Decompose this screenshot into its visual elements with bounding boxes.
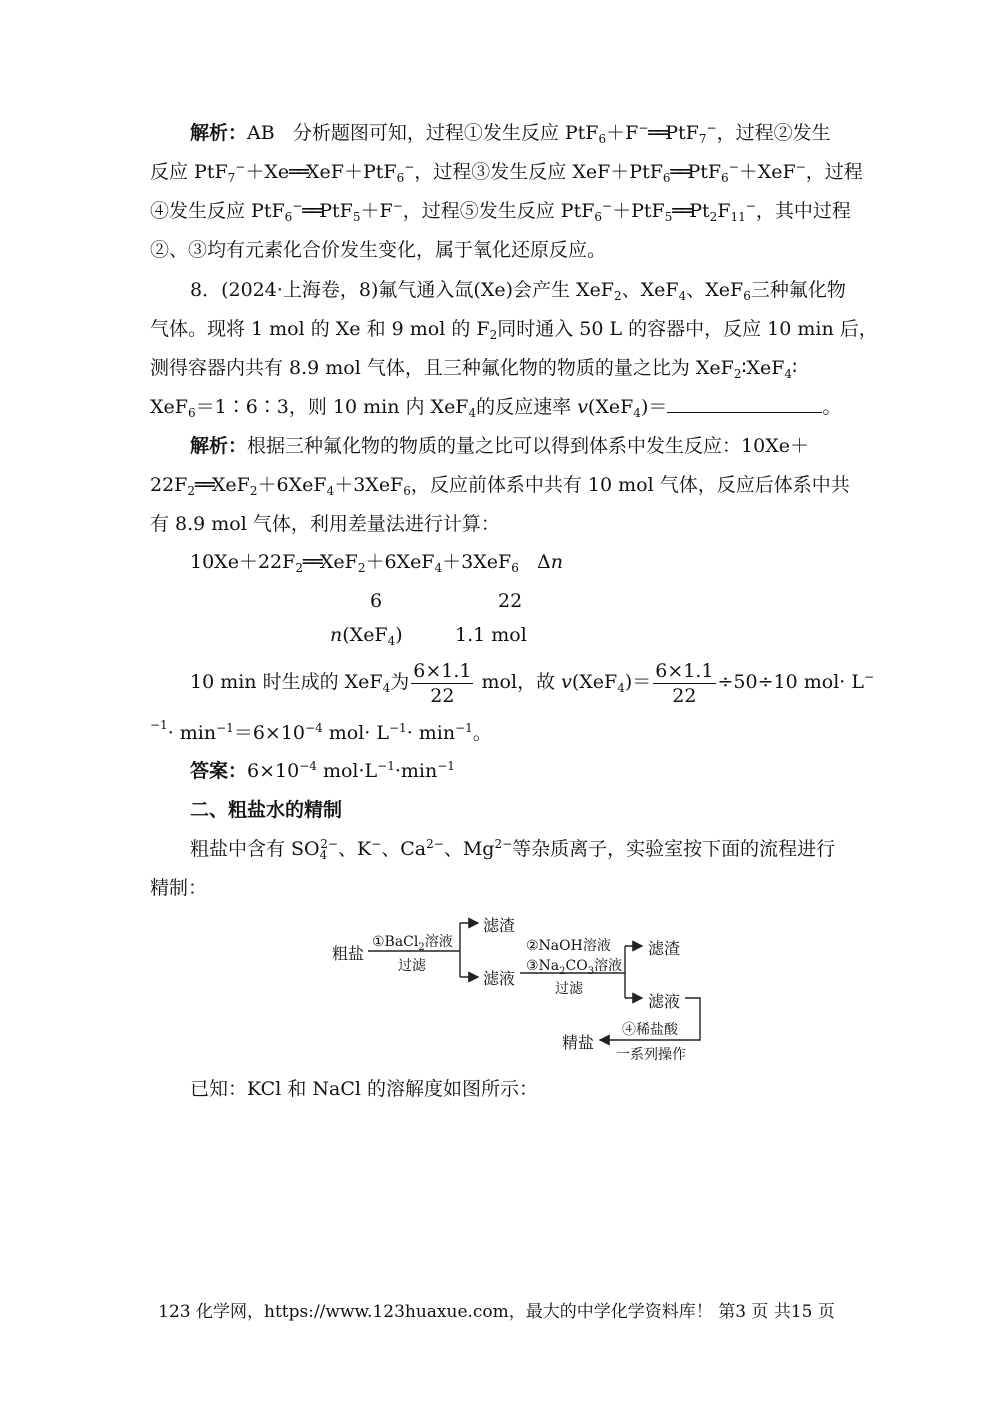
page-footer: 123 化学网，https://www.123huaxue.com，最大的中学化学资料库！ 第3 页 共15 页 — [158, 1302, 835, 1322]
text: ，过程③发生反应 XeF＋PtF — [414, 161, 663, 183]
filter-2-label: 过滤 — [555, 981, 583, 997]
text: ，反应前体系中共有 10 mol 气体，反应后体系中共 — [410, 474, 850, 496]
text: mol，故 — [481, 671, 562, 693]
analysis-8-line-3 — [150, 511, 500, 537]
filtrate-2: 滤液 — [648, 992, 681, 1011]
numerator: 6×1.1 — [413, 659, 472, 682]
superscript: − — [728, 160, 739, 174]
text: 分析题图可知，过程①发生反应 PtF — [292, 122, 599, 144]
text: 溶液 — [594, 958, 623, 974]
text: mol·L — [316, 760, 378, 782]
subscript: 6 — [187, 406, 196, 420]
text: 、XeF — [621, 279, 679, 301]
text: ＋Xe — [245, 161, 290, 183]
text: ④发生反应 PtF — [150, 200, 285, 222]
text: XeF — [319, 551, 358, 573]
text: 。 — [822, 396, 842, 418]
text: ＝6×10 — [233, 722, 306, 744]
text: 为 — [390, 671, 410, 693]
text: · min — [167, 722, 217, 744]
superscript: −4 — [305, 721, 323, 735]
known-line: 已知：KCl 和 NaCl 的溶解度如图所示： — [190, 1078, 538, 1100]
crude-salt: 粗盐 — [332, 944, 365, 963]
superscript: −1 — [389, 721, 407, 735]
text: ÷50÷10 mol· L — [717, 671, 864, 693]
text: 的反应速率 — [476, 396, 578, 418]
answer-choice: AB — [247, 122, 275, 144]
text: 10 min 时生成的 XeF — [190, 671, 383, 693]
operations-label: 一系列操作 — [616, 1047, 686, 1063]
superscript: −1 — [455, 721, 473, 735]
text: ，其中过程 — [755, 200, 851, 222]
text: ＋3XeF — [334, 474, 404, 496]
text: ，过程②发生 — [716, 122, 831, 144]
step-2-label: ②NaOH溶液 — [526, 938, 611, 954]
equals-sign: ══ — [195, 474, 212, 496]
superscript: −1 — [216, 721, 234, 735]
text: 。 — [472, 722, 492, 744]
subscript: 6 — [594, 210, 603, 224]
subscript: 4 — [633, 406, 641, 420]
equals-sign: ══ — [289, 161, 307, 183]
fraction — [411, 659, 473, 708]
subscript: 2 — [187, 484, 196, 498]
subscript: 4 — [387, 634, 396, 648]
subscript: 4 — [784, 367, 793, 381]
text: 22F — [150, 474, 188, 496]
filter-1-label: 过滤 — [398, 958, 426, 974]
subscript: 2 — [418, 942, 425, 953]
analysis-8-line-1 — [190, 433, 809, 459]
superscript: − — [638, 121, 649, 135]
text: PtF — [665, 122, 699, 144]
calc-line-2 — [150, 720, 492, 746]
text: ＋F — [360, 200, 393, 222]
intro-line-2: 精制： — [150, 877, 208, 899]
text: 三种氟化物 — [750, 279, 846, 301]
subscript: 6 — [743, 289, 751, 303]
text: · min — [406, 722, 456, 744]
analysis-line-3 — [150, 198, 851, 224]
superscript: − — [235, 160, 246, 174]
delta-mol: 1.1 mol — [455, 624, 527, 646]
text: ＋6XeF — [365, 551, 435, 573]
subscript: 6 — [284, 210, 293, 224]
section-heading: 二、粗盐水的精制 — [190, 799, 343, 821]
subscript: 6 — [598, 132, 607, 146]
text: )＝ — [640, 396, 668, 418]
superscript: − — [392, 199, 403, 213]
subscript: 6 — [511, 561, 519, 575]
text: ②、③均有元素化合价发生变化，属于氧化还原反应。 — [150, 239, 607, 261]
text: XeF＋PtF — [306, 161, 397, 183]
text: ·min — [394, 760, 438, 782]
text: CO — [565, 958, 588, 974]
subscript: 2 — [733, 367, 742, 381]
subscript: 2 — [357, 561, 366, 575]
residue-2: 滤渣 — [648, 939, 681, 958]
superscript: 2− — [320, 837, 338, 851]
step-4-label: ④稀盐酸 — [622, 1022, 678, 1038]
text: ＋PtF — [612, 200, 665, 222]
delta-symbol: Δ — [536, 551, 551, 573]
answer-line — [190, 758, 455, 784]
analysis-line-4 — [150, 237, 606, 263]
superscript: 2− — [494, 837, 513, 851]
text: ＋3XeF — [442, 551, 512, 573]
subscript: 2 — [559, 966, 566, 977]
text: 等杂质离子，实验室按下面的流程进行 — [512, 838, 836, 860]
superscript: − — [795, 160, 806, 174]
text: 、Ca — [381, 838, 427, 860]
equals-sign: ══ — [302, 551, 320, 573]
subscript: 2 — [489, 328, 498, 342]
text: 根据三种氟化物的物质的量之比可以得到体系中发生反应：10Xe＋ — [247, 435, 809, 457]
subscript: 11 — [730, 210, 746, 224]
question-8-line-3 — [150, 355, 797, 381]
subscript: 6 — [396, 171, 405, 185]
text: 、Mg — [443, 838, 495, 860]
text: ＝1∶6∶3，则 10 min 内 XeF — [195, 396, 469, 418]
superscript: −1 — [437, 759, 455, 773]
text: 粗盐中含有 SO — [190, 838, 320, 860]
text: F — [717, 200, 731, 222]
flow-arrows — [320, 905, 720, 1065]
denominator: 22 — [672, 684, 697, 707]
subscript: 4 — [326, 484, 335, 498]
text: 气体。现将 1 mol 的 Xe 和 9 mol 的 F — [150, 318, 490, 340]
equals-sign: ══ — [302, 200, 320, 222]
subscript: 4 — [678, 289, 687, 303]
text: 10Xe＋22F — [190, 551, 296, 573]
text: PtF — [319, 200, 353, 222]
subscript: 6 — [403, 484, 411, 498]
subscript: 5 — [664, 210, 673, 224]
superscript: − — [292, 199, 303, 213]
analysis-8-line-2 — [150, 472, 850, 498]
superscript: − — [371, 837, 382, 851]
superscript: −4 — [299, 759, 317, 773]
equation-line — [190, 549, 563, 575]
step-1-label — [372, 931, 453, 951]
equals-sign: ══ — [672, 200, 690, 222]
text: 反应 PtF — [150, 161, 228, 183]
analysis-label: 解析： — [190, 122, 248, 144]
superscript: − — [602, 199, 613, 213]
analysis-label: 解析： — [190, 435, 248, 457]
text: 、XeF — [686, 279, 744, 301]
n-xef4 — [330, 622, 403, 648]
text: ) — [395, 624, 403, 646]
text: ∶ — [792, 357, 798, 379]
step-3-label — [526, 955, 622, 975]
text: (XeF — [587, 396, 634, 418]
text: n — [330, 624, 343, 646]
subscript: 2 — [709, 210, 718, 224]
analysis-line-1 — [190, 120, 831, 146]
text: Pt — [689, 200, 710, 222]
text: )＝ — [624, 671, 652, 693]
intro-line-1 — [190, 836, 835, 862]
coef-twentytwo: 22 — [498, 590, 523, 612]
text: (2024·上海卷，8)氟气通入氙(Xe)会产生 XeF — [221, 279, 614, 301]
superscript: − — [706, 121, 717, 135]
text: 测得容器内共有 8.9 mol 气体，且三种氟化物的物质的量之比为 XeF — [150, 357, 734, 379]
subscript: 4 — [382, 681, 391, 695]
text: ③Na — [526, 958, 560, 974]
subscript: 2 — [249, 484, 258, 498]
text: XeF — [150, 396, 188, 418]
superscript: − — [404, 160, 415, 174]
answer-label: 答案： — [190, 760, 248, 782]
question-8-line-4 — [150, 394, 841, 420]
text: (XeF — [342, 624, 388, 646]
text: 同时通入 50 L 的容器中，反应 10 min 后， — [497, 318, 878, 340]
subscript: 6 — [662, 171, 671, 185]
text: mol· L — [322, 722, 389, 744]
subscript: 7 — [698, 132, 707, 146]
superscript: − — [745, 199, 756, 213]
filtrate-1: 滤液 — [483, 969, 516, 988]
residue-1: 滤渣 — [483, 916, 516, 935]
purification-flowchart — [320, 905, 720, 1065]
text: n — [550, 551, 563, 573]
coef-six: 6 — [370, 590, 383, 612]
subscript: 7 — [227, 171, 236, 185]
calc-line-1 — [190, 657, 874, 708]
answer-blank[interactable] — [667, 394, 822, 413]
text: 、K — [337, 838, 372, 860]
subscript: 2 — [614, 289, 622, 303]
text: 溶液 — [424, 934, 453, 950]
text: ，过程 — [805, 161, 863, 183]
fraction — [653, 659, 715, 708]
subscript: 6 — [721, 171, 729, 185]
text: (XeF — [571, 671, 618, 693]
text: ∶XeF — [741, 357, 785, 379]
question-8-line-2 — [150, 316, 878, 342]
text: ＋F — [606, 122, 639, 144]
analysis-line-2 — [150, 159, 863, 185]
subscript: 4 — [319, 848, 328, 862]
fine-salt: 精盐 — [562, 1033, 595, 1052]
question-number: 8． — [190, 279, 222, 301]
text: ＋6XeF — [257, 474, 327, 496]
text: v — [561, 671, 572, 693]
text: PtF — [687, 161, 722, 183]
question-8-line-1 — [190, 277, 846, 303]
superscript: − — [863, 670, 875, 684]
subscript: 4 — [434, 561, 443, 575]
superscript: −1 — [150, 718, 168, 732]
subscript: 3 — [587, 966, 595, 977]
superscript: 2− — [426, 837, 444, 851]
subscript: 2 — [295, 561, 303, 575]
subscript: 5 — [352, 210, 361, 224]
subscript: 4 — [617, 681, 625, 695]
denominator: 22 — [430, 684, 455, 707]
numerator: 6×1.1 — [655, 659, 714, 682]
text: ，过程⑤发生反应 PtF — [402, 200, 595, 222]
equals-sign: ══ — [670, 161, 688, 183]
equals-sign: ══ — [648, 122, 666, 144]
superscript: −1 — [377, 759, 395, 773]
subscript: 4 — [468, 406, 477, 420]
text: ＋XeF — [738, 161, 796, 183]
text: v — [577, 396, 588, 418]
text: ①BaCl — [372, 934, 419, 950]
text: 有 8.9 mol 气体，利用差量法进行计算： — [150, 513, 500, 535]
text: XeF — [211, 474, 250, 496]
text: 6×10 — [247, 760, 300, 782]
